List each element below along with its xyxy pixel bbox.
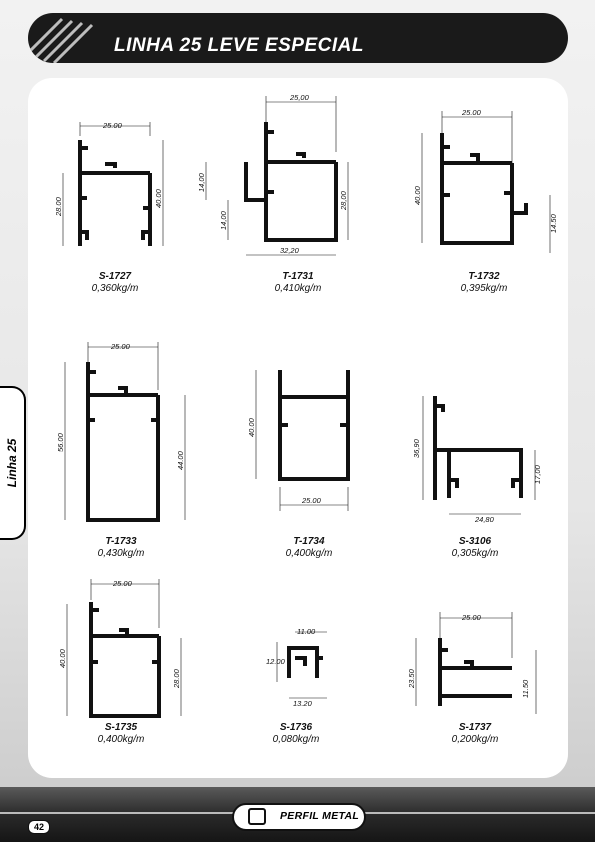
profile-t-1733-icon <box>55 340 195 530</box>
profile-weight: 0,305kg/m <box>451 548 499 559</box>
dim-label: 14,00 <box>219 211 228 230</box>
dim-label: 28,00 <box>339 191 348 210</box>
profile-code: T-1734 <box>293 536 325 547</box>
dim-label: 25.00 <box>302 496 321 505</box>
profile-drawing-s-3106 <box>405 388 565 528</box>
caption-s-1736 <box>226 722 366 746</box>
profile-code: S-3106 <box>458 536 492 547</box>
profile-weight: 0,400kg/m <box>97 734 145 745</box>
profile-code: S-1727 <box>98 271 132 282</box>
dim-label: 14,00 <box>197 173 206 192</box>
dim-label: 56.00 <box>56 433 65 452</box>
profile-t-1732-icon <box>398 103 568 265</box>
profile-drawing-s-1736 <box>255 622 355 712</box>
dim-label: 40.00 <box>247 418 256 437</box>
dim-label: 25.00 <box>462 613 481 622</box>
profile-s-3106-icon <box>405 388 565 528</box>
dim-label: 40.00 <box>413 186 422 205</box>
caption-t-1733 <box>51 536 191 560</box>
caption-t-1734 <box>239 536 379 560</box>
profile-s-1737-icon <box>398 608 563 718</box>
dim-label: 25.00 <box>462 108 481 117</box>
dim-label: 40.00 <box>58 649 67 668</box>
stripes-decoration-icon <box>28 13 108 63</box>
brand-name: PERFIL METAL <box>280 810 360 822</box>
profile-weight: 0,080kg/m <box>272 734 320 745</box>
profile-weight: 0,200kg/m <box>451 734 499 745</box>
profile-code: S-1735 <box>104 722 138 733</box>
profile-drawing-s-1735 <box>55 578 195 718</box>
profile-drawing-s-1737 <box>398 608 563 718</box>
page-title: LINHA 25 LEVE ESPECIAL <box>114 35 364 56</box>
dim-label: 17,00 <box>533 465 542 484</box>
side-tab <box>0 386 26 540</box>
profile-code: T-1731 <box>282 271 314 282</box>
dim-label: 25,00 <box>290 93 309 102</box>
caption-t-1731 <box>228 271 368 295</box>
dim-label: 25.00 <box>113 579 132 588</box>
profile-drawing-t-1731 <box>198 92 363 262</box>
profile-code: T-1733 <box>105 536 137 547</box>
dim-label: 13.20 <box>293 699 312 708</box>
profile-t-1734-icon <box>232 365 372 525</box>
profile-s-1735-icon <box>55 578 195 718</box>
profile-drawing-s-1727 <box>55 118 175 258</box>
caption-s-1737 <box>405 722 545 746</box>
profile-weight: 0,410kg/m <box>274 283 322 294</box>
profile-weight: 0,400kg/m <box>285 548 333 559</box>
dim-label: 23.50 <box>407 669 416 688</box>
dim-label: 44.00 <box>176 451 185 470</box>
brand-logo <box>232 803 366 831</box>
caption-s-1735 <box>51 722 191 746</box>
header-bar <box>28 13 568 63</box>
caption-t-1732 <box>414 271 554 295</box>
caption-s-3106 <box>405 536 545 560</box>
profile-drawing-t-1732 <box>398 103 568 265</box>
dim-label: 14.50 <box>549 214 558 233</box>
profile-code: T-1732 <box>468 271 500 282</box>
dim-label: 40.00 <box>154 189 163 208</box>
profile-drawing-t-1734 <box>232 365 372 525</box>
profile-weight: 0,360kg/m <box>91 283 139 294</box>
profile-code: S-1737 <box>458 722 492 733</box>
dim-label: 11.00 <box>297 627 316 636</box>
profile-drawing-t-1733 <box>55 340 195 530</box>
dim-label: 24,80 <box>475 515 494 524</box>
profile-s-1727-icon <box>55 118 175 258</box>
profile-weight: 0,395kg/m <box>460 283 508 294</box>
side-tab-label: Linha 25 <box>5 438 19 488</box>
page-number: 42 <box>28 820 50 834</box>
dim-label: 28.00 <box>172 669 181 688</box>
dim-label: 11.50 <box>521 679 530 698</box>
profile-code: S-1736 <box>279 722 313 733</box>
profile-t-1731-icon <box>198 92 363 262</box>
dim-label: 25.00 <box>103 121 122 130</box>
profile-s-1736-icon <box>255 622 355 712</box>
dim-label: 36,90 <box>412 439 421 458</box>
profile-weight: 0,430kg/m <box>97 548 145 559</box>
caption-s-1727 <box>45 271 185 295</box>
window-logo-icon <box>248 808 266 825</box>
dim-label: 32,20 <box>280 246 299 255</box>
dim-label: 25.00 <box>111 342 130 351</box>
dim-label: 12.00 <box>266 657 285 666</box>
dim-label: 28.00 <box>54 197 63 216</box>
